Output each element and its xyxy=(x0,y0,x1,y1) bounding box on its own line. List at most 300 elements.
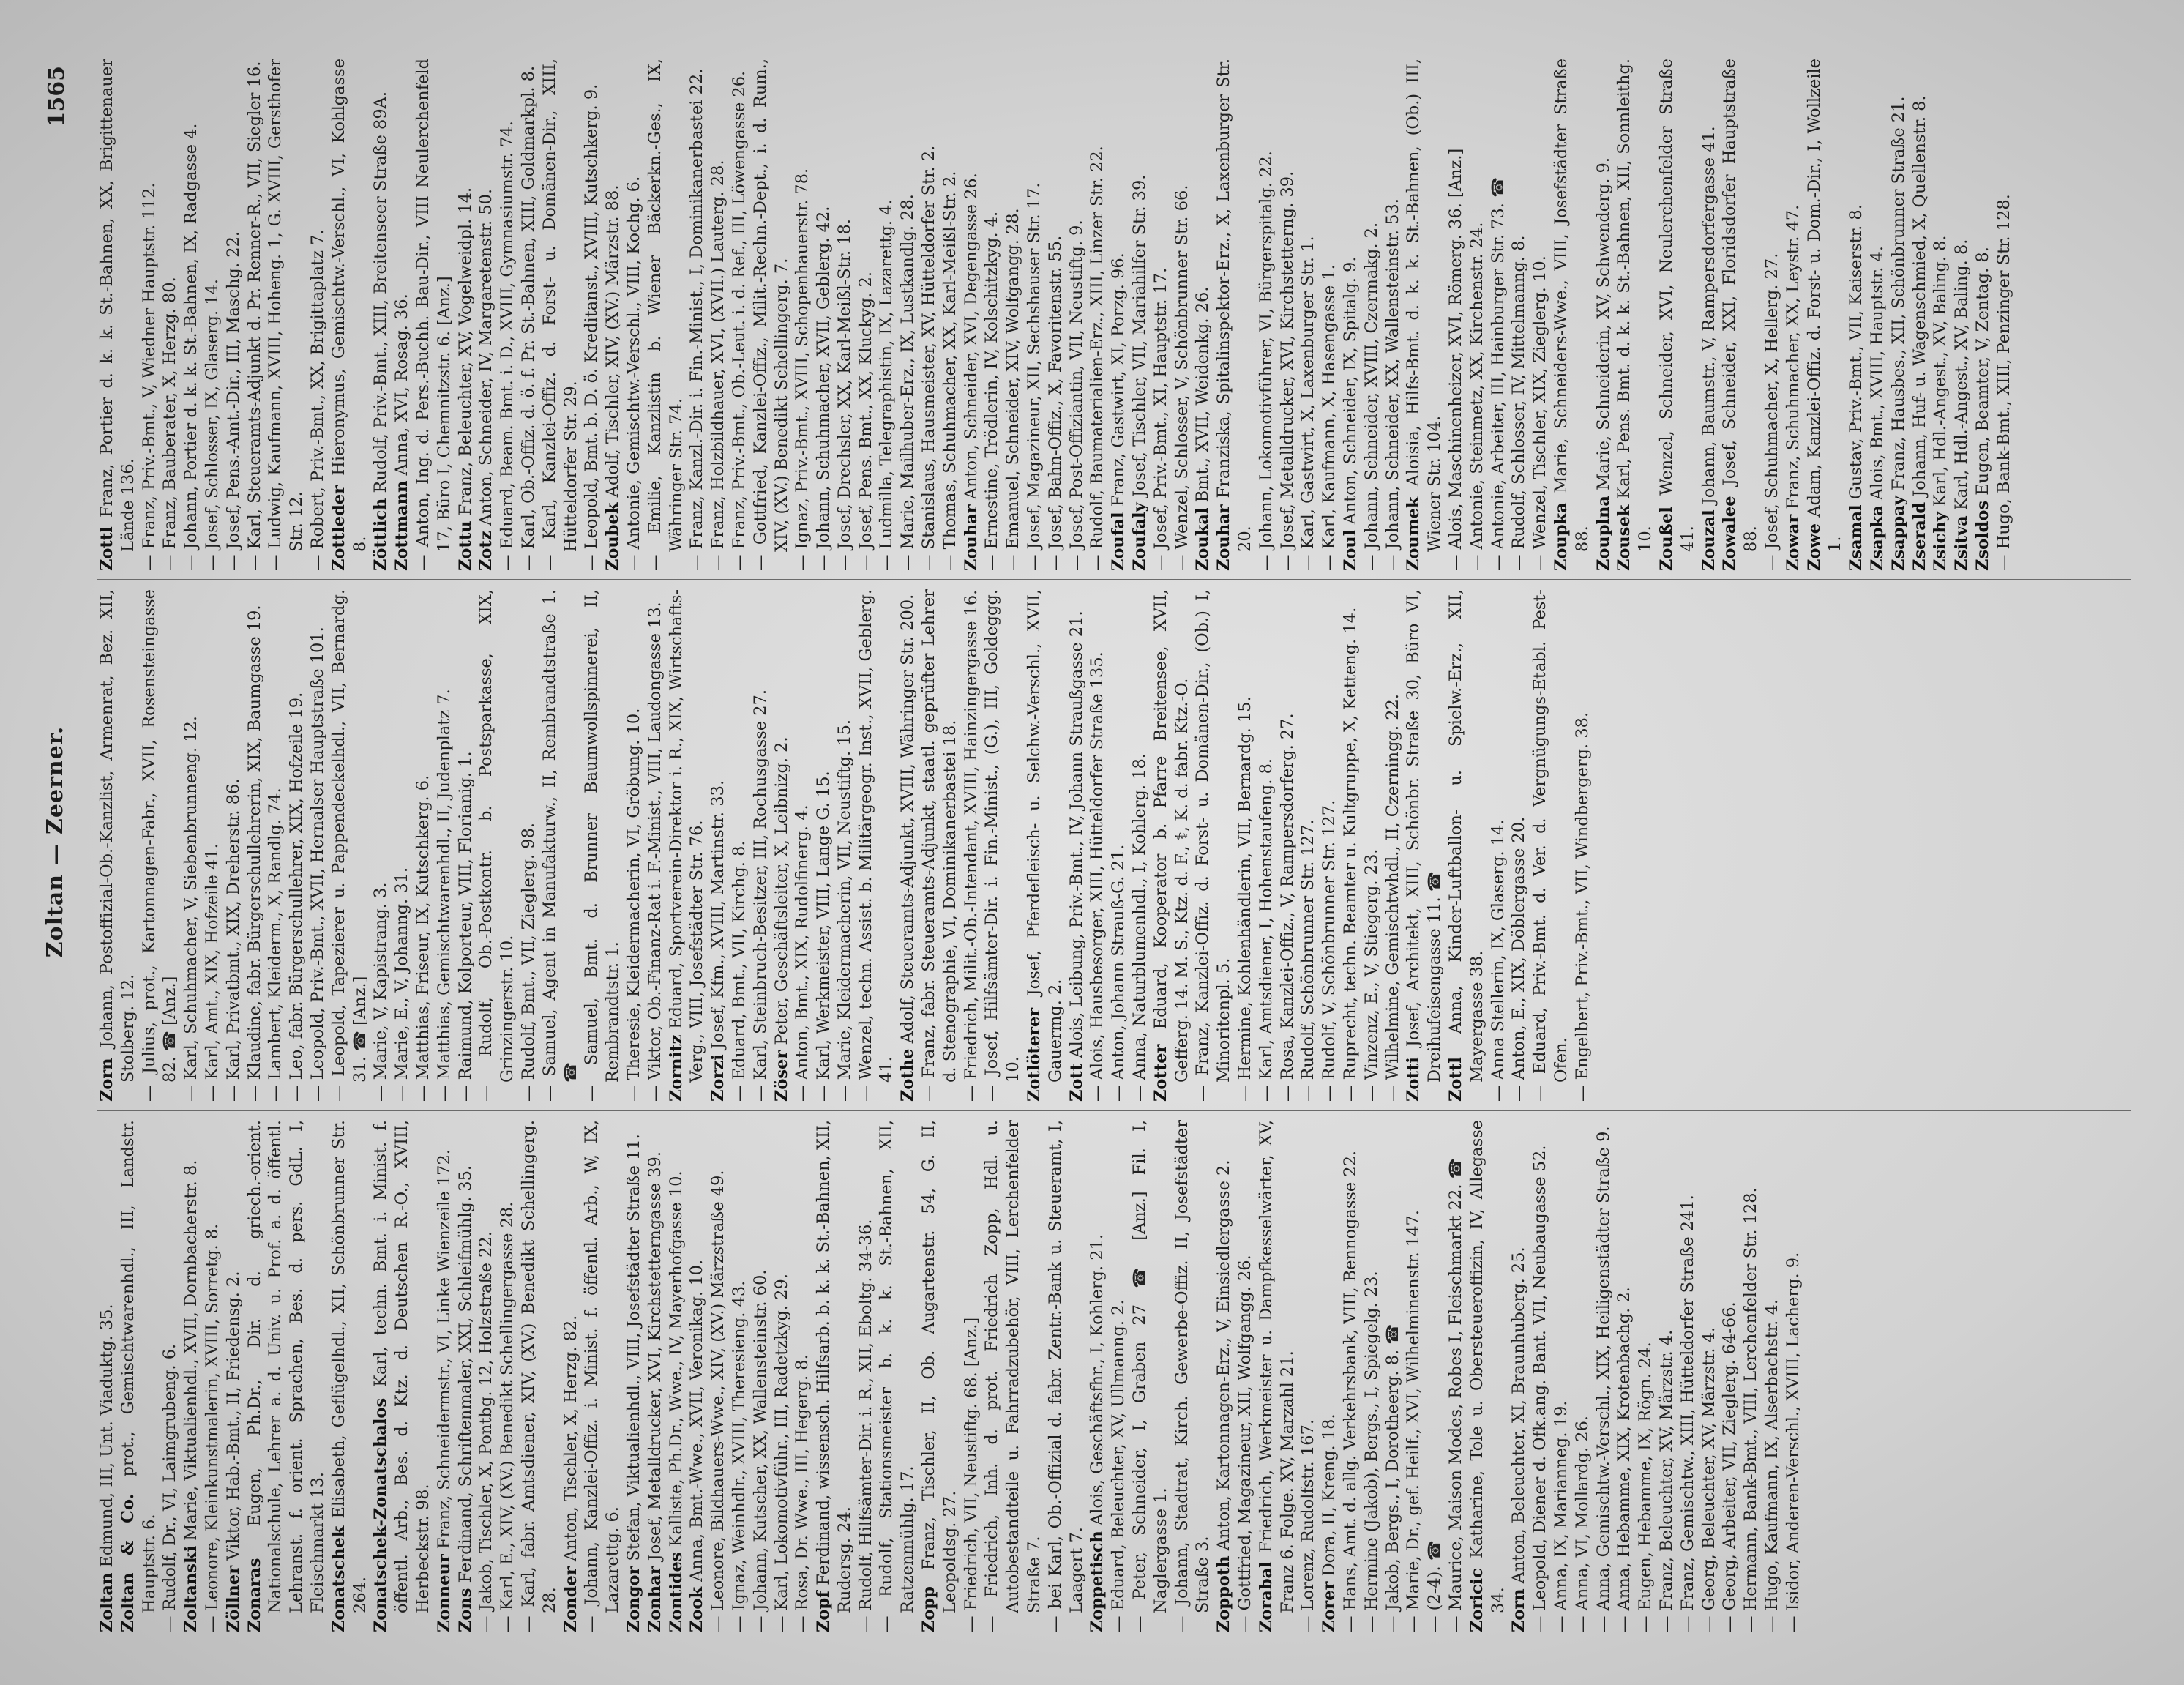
entry-details: Josef, Metalldrucker, XVI, Kirchstetterngasse 39. xyxy=(645,1151,665,1561)
directory-entry xyxy=(1446,589,1488,1102)
directory-entry xyxy=(792,1120,813,1632)
entry-surname: Zotz xyxy=(476,531,496,571)
directory-entry xyxy=(687,59,708,571)
directory-entry xyxy=(581,1120,624,1632)
entry-details: — Karl, Lokomotivführ., III, Radetzkyg. 29. xyxy=(771,1274,791,1632)
entry-details: — Matthias, Friseur, IX, Kutschkerg. 6. xyxy=(413,774,433,1102)
entry-details: — Hermann, Bank-Bmt., VIII, Lerchenfelder Str. 128. xyxy=(1741,1187,1761,1632)
entry-details: — Wenzel, Schlosser, V, Schönbrunner Str. 66. xyxy=(1172,184,1192,571)
directory-entry xyxy=(1508,1120,1530,1632)
entry-details: — Johann, Schneider, XVIII, Czermakg. 2. xyxy=(1361,222,1381,571)
entry-details: Dora, II, Kreng. 18. xyxy=(1320,1413,1339,1577)
entry-details: — Josef, Schuhmacher, X, Hellerg. 27. xyxy=(1762,253,1781,571)
directory-entry xyxy=(370,1120,433,1632)
entry-details: Edmund, III, Unt. Viaduktg. 35. xyxy=(97,1304,116,1568)
directory-entry xyxy=(244,589,266,1102)
entry-details: Aloisia, Hilfs-Bmt. d. k. k. St.-Bahnen, (Ob.) III, Wiener Str. 104. xyxy=(1404,59,1445,552)
entry-details: — Julius, prot., Kartonnagen-Fabr., XVII, Rosensteingasse 82. ☎ [Anz.] xyxy=(139,589,180,1102)
directory-entry xyxy=(1403,1120,1424,1632)
entry-surname: Zonaras xyxy=(244,1558,264,1632)
entry-details: — Josef, Pens. Bmt., XX, Kluckyg. 2. xyxy=(856,271,875,571)
entry-details: — Karl, Steueramts-Adjunkt d. Pr. Renner-R., VII, Siegler 16. xyxy=(244,61,264,571)
entry-details: — Gottfried, Magazineur, XII, Wolfgangg. 26. xyxy=(1235,1255,1255,1632)
directory-entry xyxy=(961,59,982,571)
entry-details: Franz, Portier d. k. k. St.-Bahnen, XX, Brigittenauer Lände 136. xyxy=(97,59,138,552)
entry-details: — Isidor, Anderen-Verschl., XVIII, Lacherg. 9. xyxy=(1783,1252,1803,1632)
directory-entry xyxy=(856,59,877,571)
directory-entry xyxy=(139,589,182,1102)
directory-entry xyxy=(666,589,708,1102)
directory-entry xyxy=(1151,59,1172,571)
entry-details: Josef, Tischler, VII, Mariahilfer Str. 39. xyxy=(1130,174,1150,498)
directory-entry xyxy=(413,589,434,1102)
column-divider xyxy=(97,1110,2131,1111)
entry-surname: Zopp xyxy=(919,1586,939,1632)
entry-surname: Zottmann xyxy=(392,480,412,571)
entry-surname: Zonder xyxy=(561,1566,580,1632)
directory-entry xyxy=(1530,1120,1551,1632)
directory-entry xyxy=(1467,1120,1509,1632)
entry-details: Kalliste, Ph.Dr., Wwe., IV, Mayerhofgasse 10. xyxy=(666,1170,686,1547)
entry-details: — Johann, Stadtrat, Kirch. Gewerbe-Offiz. II, Josefstädter Straße 3. xyxy=(1172,1120,1213,1632)
entry-surname: Zott xyxy=(1066,1063,1086,1102)
entry-details: — Friedrich, Inh. d. prot. Friedrich Zopp, Hdl. u. Autobestandteile u. Fahrradzubehör, VIII, Lerchenfelder Straße 7. xyxy=(982,1120,1044,1632)
directory-entry xyxy=(1108,1120,1129,1632)
directory-entry xyxy=(666,1120,687,1632)
entry-details: Adolf, Tischler, XIV, (XV.) Märzstr. 88. xyxy=(603,184,623,498)
entry-surname: Zoppetisch xyxy=(1088,1531,1107,1632)
entry-surname: Zsitva xyxy=(1952,515,1972,571)
directory-entry xyxy=(392,59,413,571)
entry-details: Marie, Schneiderin, XV, Schwenderg. 9. xyxy=(1593,157,1613,490)
directory-entry xyxy=(476,59,497,571)
entry-details: Eduard, Kooperator b. Pfarre Breitensee, XVII, Gefferg. 14. M. S., Ktz. d. F., ⚕, K. d. fabr. Ktz.-O. xyxy=(1151,589,1192,1083)
directory-entry xyxy=(307,589,329,1102)
entry-surname: Zoukal xyxy=(1193,507,1213,571)
entry-details: Anton, Tischler, X, Herzg. 82. xyxy=(561,1315,580,1562)
entry-details: — Wenzel, Tischler, XIX, Zieglerg. 10. xyxy=(1530,255,1550,571)
directory-column-1 xyxy=(97,1120,2139,1632)
directory-entry xyxy=(1192,589,1235,1102)
directory-entry xyxy=(455,59,476,571)
directory-entry xyxy=(1361,589,1383,1102)
entry-details: — Anna, Hebamme, XIX, Krotenbachg. 2. xyxy=(1615,1287,1634,1632)
entry-details: — Hermine (Jakob), Bergs., I, Spiegelg. 23. xyxy=(1361,1271,1381,1632)
entry-surname: Zouhar xyxy=(1214,504,1234,571)
directory-entry xyxy=(1888,59,1910,571)
entry-surname: Zoupka xyxy=(1551,502,1571,571)
entry-details: — Anna, IX, Marianneg. 19. xyxy=(1551,1400,1571,1632)
directory-entry xyxy=(1508,589,1530,1102)
directory-entry xyxy=(1804,59,1847,571)
entry-details: — Antonie, Steinmetz, XX, Kirchenstr. 24. xyxy=(1467,222,1486,571)
directory-entry xyxy=(202,1120,223,1632)
entry-surname: Zonatschek xyxy=(329,1525,348,1632)
directory-entry xyxy=(1699,1120,1720,1632)
directory-entry xyxy=(981,1120,1044,1632)
directory-entry xyxy=(708,1120,729,1632)
directory-entry xyxy=(1045,59,1066,571)
entry-details: Josef, Architekt, XIII, Schönbr. Straße 30, Büro VI, Dreihufeisengasse 11. ☎ xyxy=(1404,589,1445,1083)
directory-entry xyxy=(1003,59,1024,571)
entry-surname: Zoubek xyxy=(603,502,623,571)
entry-details: — bei Karl, Ob.-Offizial d. fabr. Zentr.-Bank u. Steueramt, I, Laagert 7. xyxy=(1045,1120,1086,1632)
entry-surname: Zowar xyxy=(1783,514,1803,571)
directory-entry xyxy=(687,1120,708,1632)
entry-surname: Zsapka xyxy=(1867,505,1887,571)
entry-details: — Karl, Kaufmann, X, Hasengasse 1. xyxy=(1320,264,1339,571)
entry-details: — Josef, Schlosser, IX, Glaserg. 14. xyxy=(202,278,222,571)
entry-surname: Zsappay xyxy=(1888,496,1908,571)
directory-entry xyxy=(1256,589,1277,1102)
directory-entry xyxy=(771,589,793,1102)
entry-details: Franz, Hausbes., XII, Schönbrunner Straße 21. xyxy=(1888,96,1908,491)
entry-details: — Peter, Schneider, I, Graben 27 ☎ [Anz.] Fil. I, Naglergasse 1. xyxy=(1130,1120,1170,1632)
entry-details: — Leo, fabr. Bürgerschullehrer, XIX, Hofzeile 19. xyxy=(287,692,307,1102)
directory-entry xyxy=(1235,589,1256,1102)
directory-entry xyxy=(1951,59,1972,571)
entry-details: — Anna Stellerin, IX, Glaserg. 14. xyxy=(1488,819,1508,1102)
entry-details: — Hugo, Bank-Bmt., XIII, Penzinger Str. 128. xyxy=(1994,194,2013,571)
directory-entry xyxy=(413,59,455,571)
directory-entry xyxy=(1530,59,1551,571)
entry-details: — Rudolf, Dr., VI, Laimgrubeng. 6. xyxy=(160,1343,180,1632)
directory-entry xyxy=(434,1120,455,1632)
directory-entry xyxy=(1129,1120,1172,1632)
directory-entry xyxy=(729,1120,750,1632)
entry-details: — Karl, Amtsdiener, I, Hohenstaufeng. 8. xyxy=(1256,758,1276,1102)
entry-details: Rudolf, Priv.-Bmt., XIII, Breitenseer Straße 89A. xyxy=(371,91,391,493)
entry-details: — Leopold, Priv.-Bmt., XVII, Hernalser Hauptstraße 101. xyxy=(307,627,327,1102)
entry-details: — Ignaz, Weinhdlr., XVIII, Theresieng. 43. xyxy=(729,1280,749,1632)
entry-details: — Rudolf, Schlosser, IV, Mittelmanng. 8. xyxy=(1509,235,1529,571)
entry-details: — Josef, Hilfsämter-Dir. i. Fin.-Minist., (G.), III, Goldeggg. 10. xyxy=(982,589,1023,1102)
entry-details: Marie, Schneiders-Wwe., VIII, Josefstädter Straße 88. xyxy=(1551,59,1592,552)
directory-entry xyxy=(265,589,286,1102)
entry-details: — Josef, Magazineur, XII, Sechshauser Str. 17. xyxy=(1025,182,1044,571)
directory-entry xyxy=(329,589,371,1102)
entry-surname: Zook xyxy=(687,1586,707,1632)
directory-entry xyxy=(1719,1120,1740,1632)
entry-surname: Zouzal xyxy=(1699,509,1719,571)
directory-entry xyxy=(97,1120,118,1632)
directory-entry xyxy=(244,59,266,571)
entry-details: — Viktor, Ob.-Finanz-Rat i. F.-Minist., VIII, Laudongasse 13. xyxy=(645,602,665,1102)
directory-entry xyxy=(223,59,244,571)
entry-details: Karl, Hdl.-Angest., XV, Baling. 8. xyxy=(1952,239,1972,511)
directory-entry xyxy=(97,589,139,1102)
entry-details: Viktor, Hab.-Bmt., II, Friedensg. 2. xyxy=(223,1271,243,1561)
entry-surname: Zottl xyxy=(1446,1057,1465,1102)
directory-entry xyxy=(981,59,1003,571)
entry-details: Eugen, Ph.Dr., Dir. d. griech.-orient. Nationalschule, Lehrer a. d. Univ. u. Prof. a. d. öffentl. Lehranst. f. orient. Sprachen, Bes. d. pers. GdL. I, Fleischmarkt 13. xyxy=(244,1120,327,1613)
directory-entry xyxy=(1129,589,1151,1102)
directory-entry xyxy=(729,59,750,571)
directory-entry xyxy=(624,1120,645,1632)
directory-entry xyxy=(1340,59,1361,571)
entry-details: — Josef, Metalldrucker, XVI, Kirchstetterng. 39. xyxy=(1277,171,1297,571)
entry-surname: Zöttlich xyxy=(371,498,391,571)
entry-details: — Karl, Kanzlei-Offiz. d. Forst- u. Domänen-Dir., XIII, Hütteldorfer Str. 29. xyxy=(539,59,580,571)
directory-entry xyxy=(624,589,645,1102)
entry-details: — Karl, Amt., XIX, Hofzeile 41. xyxy=(202,843,222,1102)
directory-entry xyxy=(1151,589,1193,1102)
directory-entry xyxy=(645,589,666,1102)
entry-details: — Samuel, Bmt. d. Brunner Baumwollspinnerei, II, Rembrandtstr. 1. xyxy=(582,589,623,1102)
directory-entry xyxy=(139,59,160,571)
directory-entry xyxy=(1256,1120,1298,1632)
entry-details: — Rudolf, Baumaterialien-Erz., XIII, Linzer Str. 22. xyxy=(1088,146,1107,571)
entry-surname: Zserald xyxy=(1910,501,1929,571)
entry-surname: Zoppoth xyxy=(1214,1555,1234,1632)
directory-entry xyxy=(708,59,729,571)
directory-entry xyxy=(223,1120,244,1632)
directory-entry xyxy=(729,589,750,1102)
directory-column-2 xyxy=(97,589,2139,1102)
directory-entry xyxy=(370,59,392,571)
entry-details: — Johann, Schuhmacher, XVII, Geblerg. 42. xyxy=(814,206,834,571)
directory-entry xyxy=(476,589,518,1102)
directory-entry xyxy=(981,589,1024,1102)
directory-entry xyxy=(1593,1120,1615,1632)
directory-entry xyxy=(1910,59,1931,571)
directory-entry xyxy=(876,59,897,571)
entry-surname: Zoumek xyxy=(1404,496,1424,571)
entry-details: — Anton, E., XIX, Döblergasse 20. xyxy=(1509,816,1529,1102)
entry-details: — Rosa, Dr. Wwe., III, Hegerg. 8. xyxy=(793,1354,812,1632)
entry-details: — Josef, Priv.-Bmt., XI, Hauptstr. 17. xyxy=(1151,267,1170,571)
directory-entry xyxy=(1614,59,1656,571)
directory-entry xyxy=(1129,59,1151,571)
entry-details: — Karl, Ob.-Offiz. d. ö. f. Pr. St.-Bahnen, XIII, Goldmarkpl. 8. xyxy=(518,65,538,571)
entry-details: — Franz, Beleuchter, XV, Märzstr. 4. xyxy=(1656,1329,1676,1632)
directory-entry xyxy=(1298,59,1319,571)
directory-entry xyxy=(813,59,834,571)
entry-details: Hieronymus, Gemischtw.-Verschl., VI, Kohlgasse 8. xyxy=(329,59,370,552)
entry-details: Johann, Baumstr., V, Rampersdorfergasse 41. xyxy=(1699,126,1719,505)
directory-entry xyxy=(160,59,181,571)
entry-details: — Emilie, Kanzlistin b. Wiener Bäckerkn.-Ges., IX, Währinger Str. 74. xyxy=(645,59,686,571)
directory-entry xyxy=(856,1120,877,1632)
entry-surname: Zowalee xyxy=(1720,496,1740,571)
entry-details: — Johann, Kanzlei-Offiz. i. Minist. f. öffentl. Arb., W, IX, Lazarettg. 6. xyxy=(582,1120,623,1632)
entry-details: — Karl, fabr. Amtsdiener, XIV, (XV.) Benedikt Schellingerg. 28. xyxy=(518,1120,559,1632)
entry-details: — Rudolf, Stationsmeister b. k. k. St.-Bahnen, XII, Ratzenmühlg. 17. xyxy=(877,1120,918,1632)
entry-details: Franz, Schneidermstr., VI, Linke Wienzeile 172. xyxy=(434,1149,454,1550)
directory-entry xyxy=(1508,59,1530,571)
entry-surname: Zoltan & Co. xyxy=(118,1493,138,1632)
entry-details: Anton, Beleuchter, XI, Braunhuberg. 25. xyxy=(1509,1247,1529,1584)
directory-entry xyxy=(1846,59,1867,571)
entry-surname: Zottu xyxy=(455,520,475,571)
entry-details: — Samuel, Agent in Manufakturw., II, Rembrandtstraße 1. ☎ xyxy=(539,589,580,1102)
entry-details: Alois, Geschäftsfhr., I, Kohlerg. 21. xyxy=(1088,1233,1107,1525)
entry-details: Franz, Beleuchter, XV, Vogelweidpl. 14. xyxy=(455,187,475,516)
directory-entry xyxy=(497,1120,518,1632)
directory-entry xyxy=(434,589,455,1102)
entry-surname: Zorabal xyxy=(1256,1561,1276,1632)
entry-details: — Leopold, Tapezierer u. Pappendeckelhdl., VII, Bernardg. 31. ☎ [Anz.] xyxy=(329,589,370,1102)
directory-entry xyxy=(1403,59,1446,571)
entry-details: — Emanuel, Schneider, XIV, Wolfgangg. 28. xyxy=(1003,208,1023,571)
directory-entry xyxy=(1361,59,1383,571)
entry-details: — Hans, Amt. d. allg. Verkehrsbank, VIII, Bennogasse 22. xyxy=(1341,1150,1361,1632)
entry-surname: Zotti xyxy=(1404,1057,1424,1102)
entry-surname: Zorn xyxy=(97,1058,116,1102)
entry-details: — Lambert, Kleiderm., X, Randlg. 74. xyxy=(266,788,285,1102)
directory-entry xyxy=(1361,1120,1383,1632)
entry-details: — Ernestine, Trödlerin, IV, Kolschitzkyg. 4. xyxy=(982,211,1002,571)
entry-surname: Zottleder xyxy=(329,485,348,571)
entry-details: — Rudolf, Ob.-Postkontr. b. Postsparkasse, XIX, Grinzingerstr. 10. xyxy=(476,589,517,1102)
entry-details: — Hugo, Kaufmann, IX, Alserbachstr. 4. xyxy=(1762,1299,1781,1632)
entry-details: — (2-4). ☎ xyxy=(1425,1540,1445,1632)
directory-entry xyxy=(561,1120,582,1632)
entry-details: Katharine, Tole u. Obersteueroffizin, IV, Allegasse 34. xyxy=(1467,1120,1508,1613)
directory-entry xyxy=(1383,59,1404,571)
entry-details: Johann, Huf- u. Wagenschmied, X, Quellenstr. 8. xyxy=(1910,95,1929,497)
directory-entry xyxy=(1024,589,1066,1102)
entry-surname: Zöllner xyxy=(223,1565,243,1632)
entry-details: — Franz, Bauberater, X, Herzg. 80. xyxy=(160,277,180,571)
directory-entry xyxy=(856,589,898,1102)
directory-entry xyxy=(919,1120,961,1632)
directory-entry xyxy=(1446,59,1467,571)
directory-entry xyxy=(1572,589,1593,1102)
entry-surname: Zonneur xyxy=(434,1554,454,1632)
directory-entry xyxy=(1446,1120,1467,1632)
entry-surname: Zsoldos xyxy=(1972,500,1992,571)
entry-details: Eugen, Beamter, V, Zentag. 8. xyxy=(1972,247,1992,496)
entry-surname: Zoltan xyxy=(97,1572,116,1632)
entry-details: Josef, Schneider, XXI, Floridsdorfer Hauptstraße 88. xyxy=(1720,59,1761,552)
entry-surname: Zorzi xyxy=(708,1054,728,1102)
entry-details: — Theresie, Kleidermacherin, VI, Gröbung. 10. xyxy=(624,708,643,1102)
directory-entry xyxy=(1994,59,2015,571)
directory-entry xyxy=(1593,59,1615,571)
directory-entry xyxy=(1066,59,1088,571)
directory-entry xyxy=(961,1120,982,1632)
entry-details: Anna, Kinder-Luftballon- u. Spielw.-Erz., XII, Mayergasse 38. xyxy=(1446,589,1486,1083)
column-divider xyxy=(97,579,2131,580)
directory-entry xyxy=(1340,589,1361,1102)
directory-entry xyxy=(708,589,729,1102)
entry-details: — Gottfried, Kanzlei-Offiz., Milit.-Rechn.-Dept., i. d. Rum., XIV, (XV.) Benedikt Schellingerg. 7. xyxy=(750,59,791,571)
directory-entry xyxy=(1740,1120,1762,1632)
entry-surname: Zoufaly xyxy=(1130,502,1150,571)
directory-entry xyxy=(392,589,413,1102)
entry-details: Anton, Schneider, IV, Margaretenstr. 50. xyxy=(476,188,496,526)
directory-entry xyxy=(1172,1120,1214,1632)
entry-details: — Maurice, Maison Modes, Robes I, Fleischmarkt 22. ☎ xyxy=(1446,1158,1465,1632)
page-header xyxy=(38,44,89,1640)
entry-details: — Franz, Kanzlei-Offiz. d. Forst- u. Domänen-Dir., (Ob.) I, Minoritenpl. 5. xyxy=(1193,589,1234,1102)
entry-details: — Marie, V, Kapistrang. 3. xyxy=(371,882,391,1102)
directory-entry xyxy=(1172,59,1193,571)
entry-surname: Zongor xyxy=(624,1566,643,1632)
entry-details: — Josef, Drechsler, XX, Karl-Meißl-Str. 18. xyxy=(834,218,854,571)
directory-entry xyxy=(919,59,940,571)
directory-entry xyxy=(961,589,982,1102)
directory-entry xyxy=(497,59,518,571)
directory-entry xyxy=(518,1120,561,1632)
entry-surname: Zoltanski xyxy=(182,1545,201,1632)
entry-surname: Zontides xyxy=(666,1552,686,1632)
entry-details: — Jakob, Bergs., I, Dorotheerg. 8. ☎ xyxy=(1383,1323,1402,1632)
entry-details: Stefan, Viktualienhdl., VIII, Josefstädter Straße 11. xyxy=(624,1134,643,1561)
directory-entry xyxy=(645,1120,666,1632)
entry-details: — Ruprecht, techn. Beamter u. Kultgruppe, X, Ketteng. 14. xyxy=(1341,607,1361,1102)
entry-details: — Stanislaus, Hausmeister, XV, Hütteldorfer Str. 2. xyxy=(919,145,939,571)
entry-details: — Friedrich, Milit.-Ob.-Intendant, XVIII, Hainzingergasse 16. xyxy=(961,589,981,1102)
directory-entry xyxy=(876,1120,919,1632)
directory-entry xyxy=(897,59,919,571)
directory-entry xyxy=(581,59,602,571)
directory-entry xyxy=(1551,59,1593,571)
directory-entry xyxy=(1087,59,1108,571)
page-title: Zoltan — Zeerner. xyxy=(42,725,68,958)
entry-details: — Klaudine, fabr. Bürgerschullehrerin, XIX, Baumgasse 19. xyxy=(244,605,264,1102)
entry-surname: Zonatschek-Zonatschalos xyxy=(371,1397,391,1632)
entry-details: Adam, Kanzlei-Offiz. d. Forst- u. Dom.-Dir., I, Wollzeile 1. xyxy=(1804,59,1845,552)
entry-surname: Zoul xyxy=(1341,529,1361,571)
entry-surname: Zorn xyxy=(1509,1588,1529,1632)
entry-details: Anton, Kartonnagen-Erz., V, Einsiedlergasse 2. xyxy=(1214,1159,1234,1551)
entry-details: — Rudolf, V, Schönbrunner Str. 127. xyxy=(1320,799,1339,1102)
entry-details: — Friedrich, VII, Neustiftg. 68. [Anz.] xyxy=(961,1317,981,1632)
entry-details: — Karl, Schuhmacher, V, Siebenbrunneng. 12. xyxy=(182,715,201,1102)
directory-entry xyxy=(455,1120,476,1632)
entry-surname: Zopf xyxy=(814,1591,834,1632)
entry-details: — Leopold, Diener d. Ofk.ang. Bant. VII, Neubaugasse 52. xyxy=(1530,1145,1550,1632)
directory-entry xyxy=(1087,1120,1108,1632)
entry-details: — Robert, Priv.-Bmt., XX, Brigittaplatz 7. xyxy=(307,229,327,571)
entry-details: — Rudolf, Schönbrunner Str. 127. xyxy=(1298,819,1318,1102)
entry-surname: Zousek xyxy=(1615,504,1634,571)
directory-entry xyxy=(244,1120,329,1632)
entry-details: — Eduard, Priv.-Bmt. d. Ver. d. Vergnügungs-Etabl. Pest-Ofen. xyxy=(1530,589,1571,1102)
directory-entry xyxy=(1045,1120,1088,1632)
entry-surname: Zons xyxy=(455,1588,475,1632)
entry-details: — Rudolf, Bmt., VII, Zieglerg. 98. xyxy=(518,822,538,1102)
entry-surname: Zowe xyxy=(1804,523,1824,571)
directory-entry xyxy=(834,589,856,1102)
entry-details: — Raimund, Kolporteur, VIII, Florianig. 1. xyxy=(455,751,475,1102)
entry-details: — Antonie, Gemischtw.-Verschl., VIII, Kochg. 6. xyxy=(624,176,643,571)
directory-entry xyxy=(1213,1120,1235,1632)
entry-details: — Antonie, Arbeiter, III, Hainburger Str. 73. ☎ xyxy=(1488,176,1508,571)
entry-details: — Matthias, Gemischtwarenhdl., II, Judenplatz 7. xyxy=(434,689,454,1102)
directory-entry xyxy=(1656,1120,1678,1632)
directory-entry xyxy=(1488,589,1509,1102)
directory-entry xyxy=(750,1120,771,1632)
directory-entry xyxy=(265,59,307,571)
directory-entry xyxy=(750,589,771,1102)
entry-surname: Zouplna xyxy=(1593,495,1613,571)
directory-entry xyxy=(1783,1120,1804,1632)
directory-entry xyxy=(602,59,624,571)
directory-entry xyxy=(1762,59,1783,571)
entry-details: prot., Gemischtwarenhdl., III, Landstr. Hauptstr. 6. xyxy=(118,1120,159,1613)
entry-details: — Karl, Gastwirt, X, Laxenburger Str. 1. xyxy=(1298,236,1318,571)
entry-details: — Marie, Kleidermacherin, VII, Neustiftg. 15. xyxy=(834,719,854,1102)
directory-entry xyxy=(1298,589,1319,1102)
directory-entry xyxy=(1298,1120,1319,1632)
directory-entry xyxy=(1192,59,1213,571)
entry-details: — Franz, Gemischtw., XIII, Hütteldorfer Straße 241. xyxy=(1678,1195,1697,1632)
entry-details: — Karl, E., XIV, (XV.) Benedikt Schellingergasse 28. xyxy=(498,1201,517,1632)
entry-details: — Anton, Johann Strauß-G. 21. xyxy=(1109,844,1129,1102)
